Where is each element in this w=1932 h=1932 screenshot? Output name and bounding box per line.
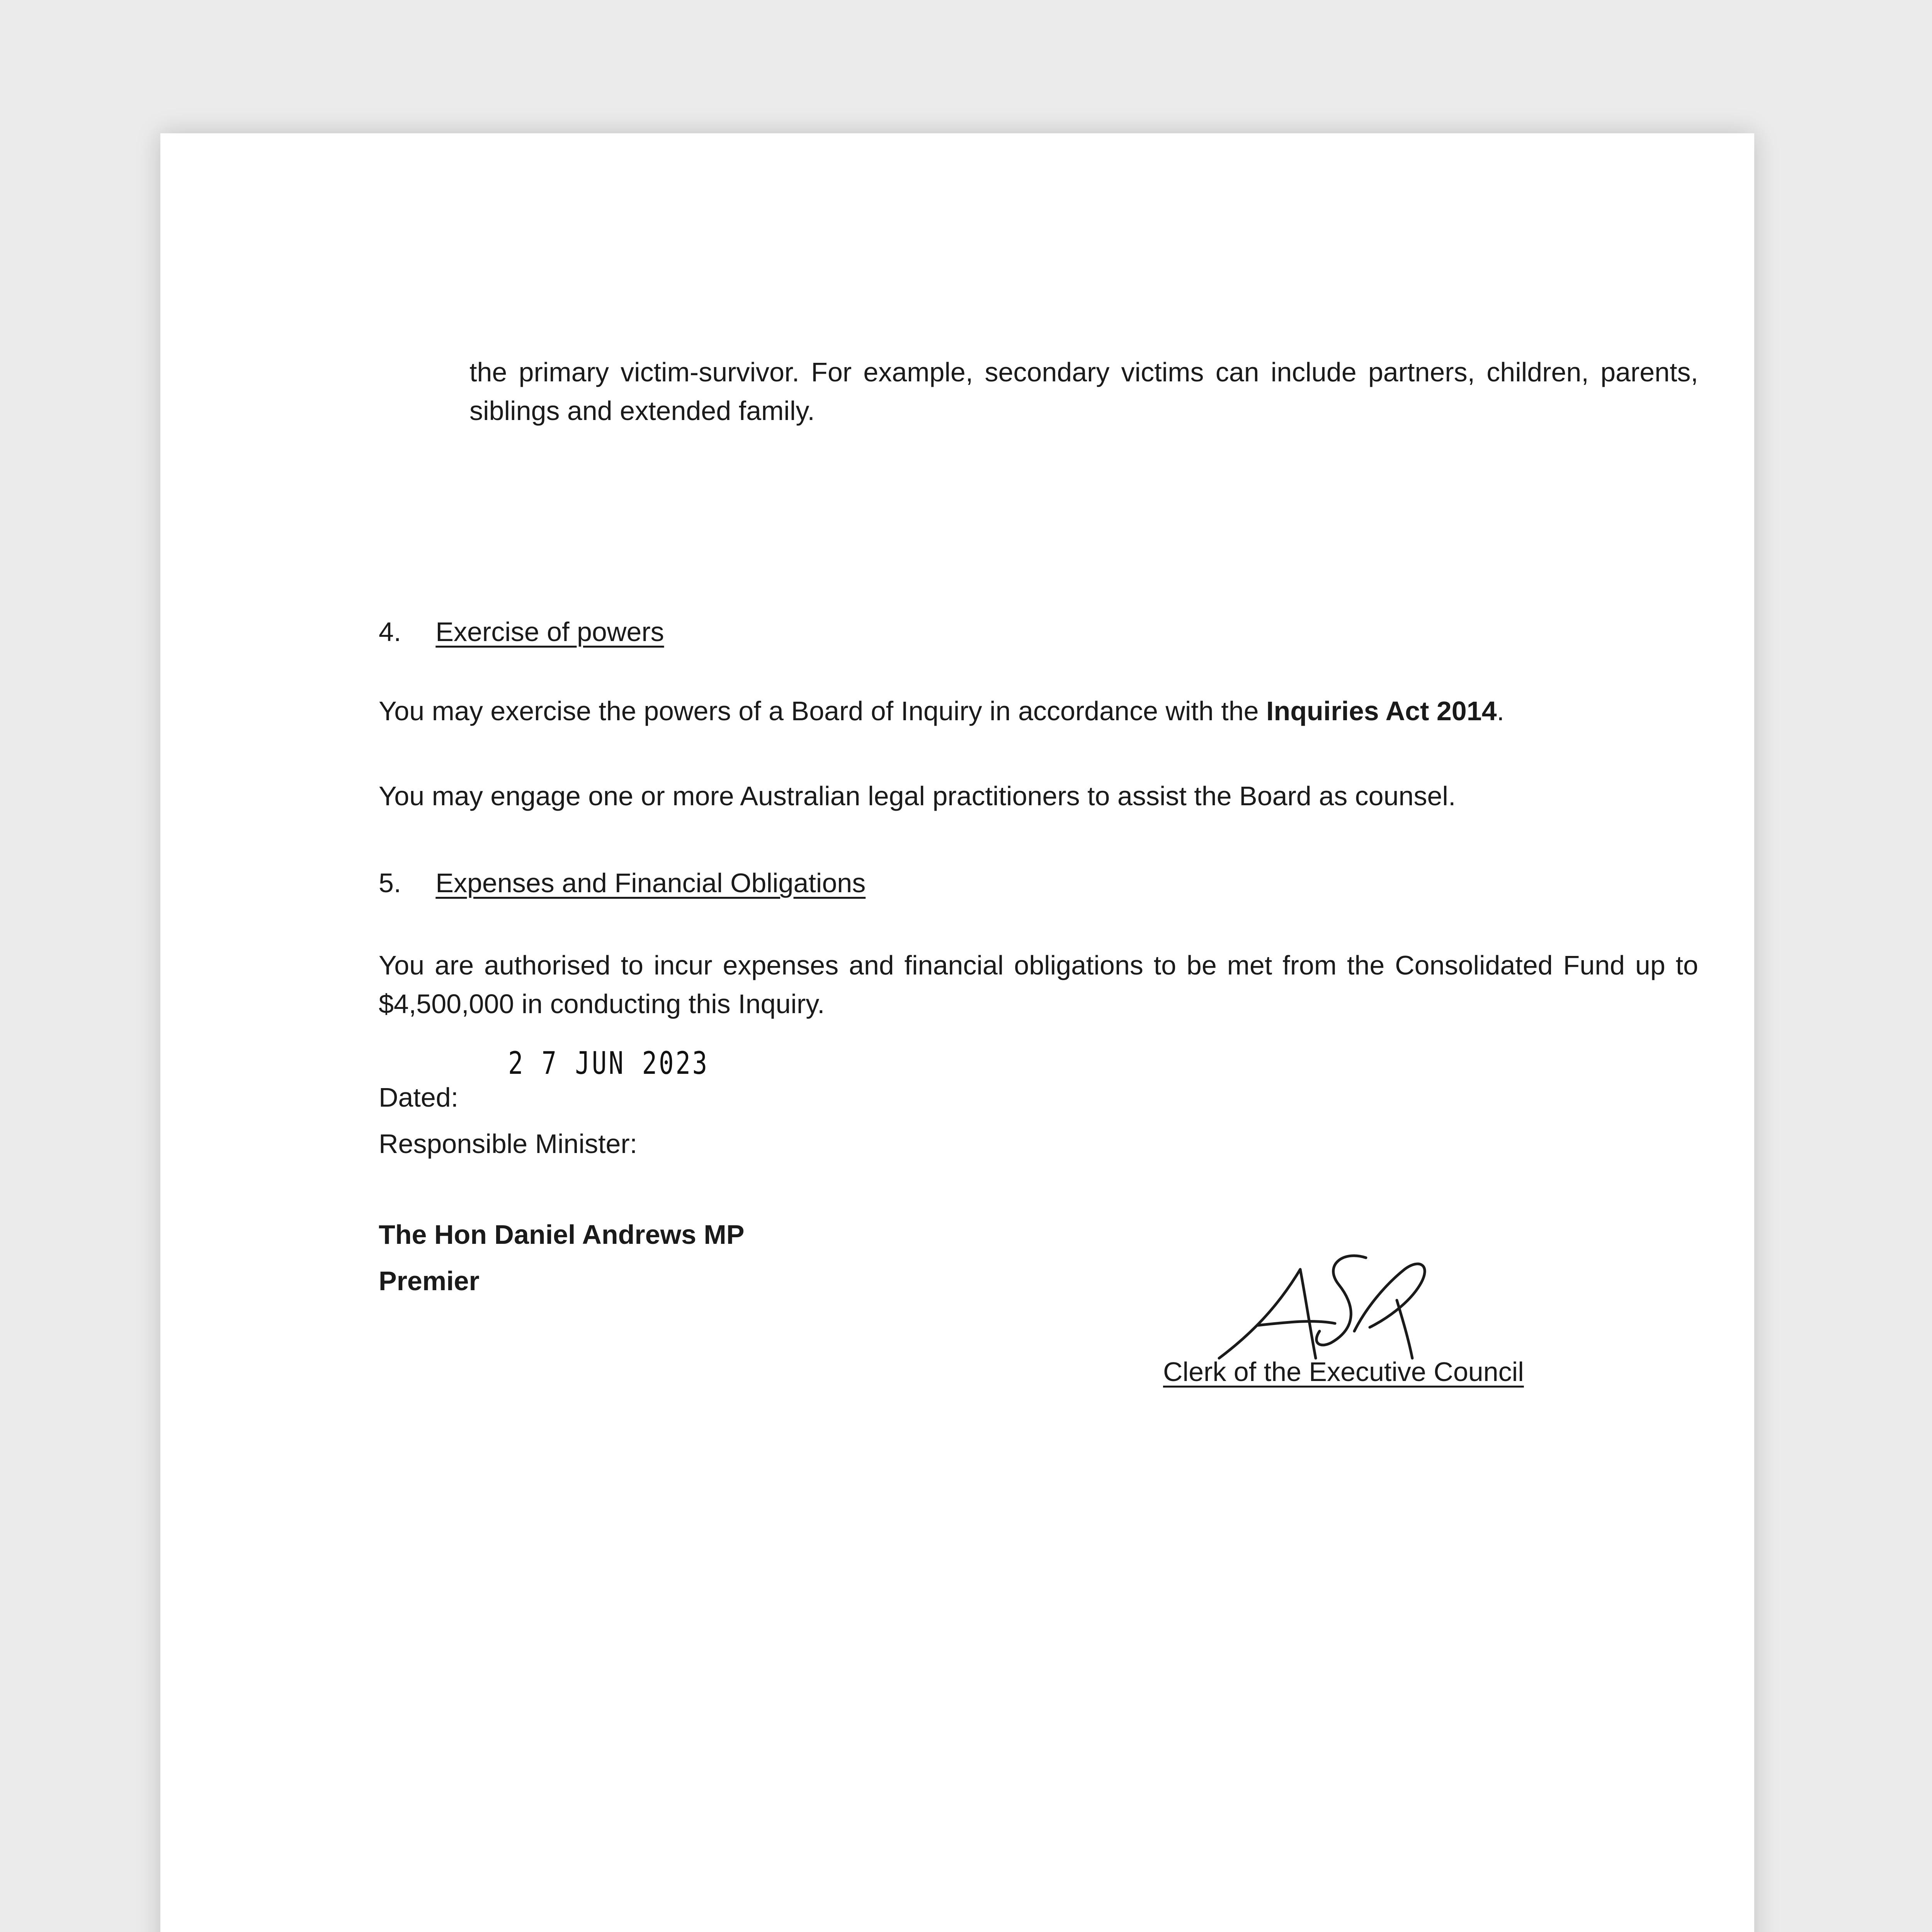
document-page	[160, 133, 1754, 1932]
section-5-heading	[379, 864, 866, 902]
clerk-signature	[1204, 1242, 1443, 1370]
section-4-paragraph-1-text: You may exercise the powers of a Board of Inquiry in accordance with the	[379, 696, 1267, 726]
section-4-paragraph-1	[379, 692, 1504, 730]
responsible-minister-label: Responsible Minister:	[379, 1129, 638, 1159]
section-4-paragraph-1-end: .	[1497, 696, 1505, 726]
section-4-heading	[379, 612, 664, 651]
continuation-paragraph: the primary victim-survivor. For example, secondary victims can include partners, children, parents, siblings and extended family.	[469, 357, 1698, 426]
section-4-number: 4.	[379, 617, 401, 647]
section-5-paragraph: You are authorised to incur expenses and financial obligations to be met from the Consolidated Fund up to $4,500,000 in conducting this Inquiry.	[379, 950, 1698, 1019]
section-5-number: 5.	[379, 868, 401, 898]
inquiries-act-reference: Inquiries Act 2014	[1266, 696, 1497, 726]
clerk-signature-label: Clerk of the Executive Council	[1163, 1357, 1524, 1387]
section-4-title: Exercise of powers	[435, 617, 664, 647]
minister-name: The Hon Daniel Andrews MP	[379, 1219, 745, 1250]
section-4-paragraph-2: You may engage one or more Australian legal practitioners to assist the Board as counsel.	[379, 781, 1456, 811]
dated-label: Dated:	[379, 1082, 459, 1112]
section-5-title: Expenses and Financial Obligations	[435, 868, 866, 898]
minister-title: Premier	[379, 1266, 480, 1296]
date-stamp: 2 7 JUN 2023	[508, 1045, 709, 1081]
